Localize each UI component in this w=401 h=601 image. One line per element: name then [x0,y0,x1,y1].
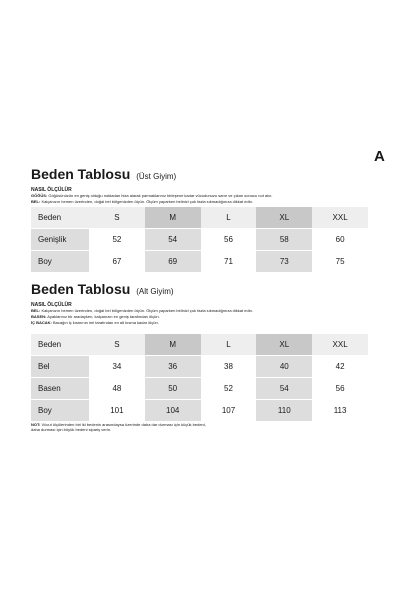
table-cell: 104 [145,400,201,422]
footnote [31,422,331,432]
table-cell: 42 [312,356,368,378]
brand-logo: A [374,148,385,165]
lower-note-waist-label: BEL: [31,308,41,313]
upper-header-xl: XL [256,207,312,229]
lower-title-subtitle: (Alt Giyim) [136,287,174,296]
table-cell: 56 [312,378,368,400]
table-row [31,229,368,251]
upper-note-waist [31,199,368,205]
table-cell: 110 [256,400,312,422]
lower-row-hip-label: Basen [31,378,89,400]
lower-note-hip-text: Ayaklarınız bir aradayken, kalçanızın en geniş tarafından ölçün. [46,314,160,319]
table-cell: 52 [89,229,145,251]
lower-header-row [31,334,368,356]
lower-note-hip-label: BASEN: [31,314,47,319]
table-cell: 67 [89,251,145,273]
table-cell: 60 [312,229,368,251]
upper-row-length-label: Boy [31,251,89,273]
lower-header-xxl: XXL [312,334,368,356]
upper-row-width-label: Genişlik [31,229,89,251]
upper-how-to-measure: NASIL ÖLÇÜLÜR [31,187,72,193]
table-cell: 54 [256,378,312,400]
table-cell: 54 [145,229,201,251]
lower-note-inseam-label: İÇ BACAK: [31,320,52,325]
table-row [31,356,368,378]
table-cell: 69 [145,251,201,273]
upper-title [31,166,368,185]
upper-header-l: L [201,207,257,229]
lower-row-waist-label: Bel [31,356,89,378]
table-row [31,251,368,273]
upper-title-subtitle: (Üst Giyim) [136,172,177,181]
upper-note-chest-label: GÖĞÜS: [31,193,48,198]
upper-header-xxl: XXL [312,207,368,229]
footnote-line-2: daha durması için büyük bedeni sipariş verin. [31,427,112,432]
table-cell: 101 [89,400,145,422]
lower-size-section [31,281,368,415]
table-cell: 40 [256,356,312,378]
lower-note-inseam-text: Bacağın iç kısmının iml tarafından en alt kısma kadar ölçün. [51,320,159,325]
table-row [31,378,368,400]
lower-title [31,281,368,300]
lower-row-length-label: Boy [31,400,89,422]
upper-size-table [31,206,368,272]
table-cell: 71 [201,251,257,273]
footnote-text-1: Vücut ölçülerinden biri iki bedenin arasındaysa üzerinde daha dar durması için küçük bedeni, [40,422,206,427]
upper-size-section [31,166,368,266]
table-cell: 113 [312,400,368,422]
upper-header-row [31,207,368,229]
lower-how-to-measure: NASIL ÖLÇÜLÜR [31,302,72,308]
table-cell: 56 [201,229,257,251]
upper-note-waist-text: Kalçanızın hemen üzerinden, doğal bel bölgenizden ölçün. Ölçüm yaparken belinizi çok fazla sıkmadığınıza dikkat edin. [40,199,253,204]
table-cell: 73 [256,251,312,273]
table-cell: 58 [256,229,312,251]
lower-size-table [31,333,368,421]
table-cell: 34 [89,356,145,378]
lower-header-size: Beden [31,334,89,356]
table-cell: 52 [201,378,257,400]
lower-note-waist-text: Kalçanızın hemen üzerinden, doğal bel bölgenizden ölçün. Ölçüm yaparken belinizi çok fazla sıkmadığınıza dikkat edin. [40,308,253,313]
lower-header-s: S [89,334,145,356]
upper-header-m: M [145,207,201,229]
upper-header-s: S [89,207,145,229]
table-cell: 36 [145,356,201,378]
upper-title-main: Beden Tablosu [31,166,131,182]
footnote-label: NOT: [31,422,41,427]
upper-header-size: Beden [31,207,89,229]
lower-title-main: Beden Tablosu [31,281,131,297]
lower-note-inseam [31,320,368,326]
table-cell: 50 [145,378,201,400]
table-row [31,400,368,422]
lower-header-xl: XL [256,334,312,356]
table-cell: 75 [312,251,368,273]
lower-header-l: L [201,334,257,356]
upper-note-waist-label: BEL: [31,199,41,204]
table-cell: 107 [201,400,257,422]
table-cell: 48 [89,378,145,400]
table-cell: 38 [201,356,257,378]
upper-note-chest-text: Göğüsünüzün en geniş olduğu noktadan hiza alarak parmaklarınız birleşene kadar vücudunuzu sarın ve çıkan sonucu not alın. [47,193,273,198]
lower-header-m: M [145,334,201,356]
